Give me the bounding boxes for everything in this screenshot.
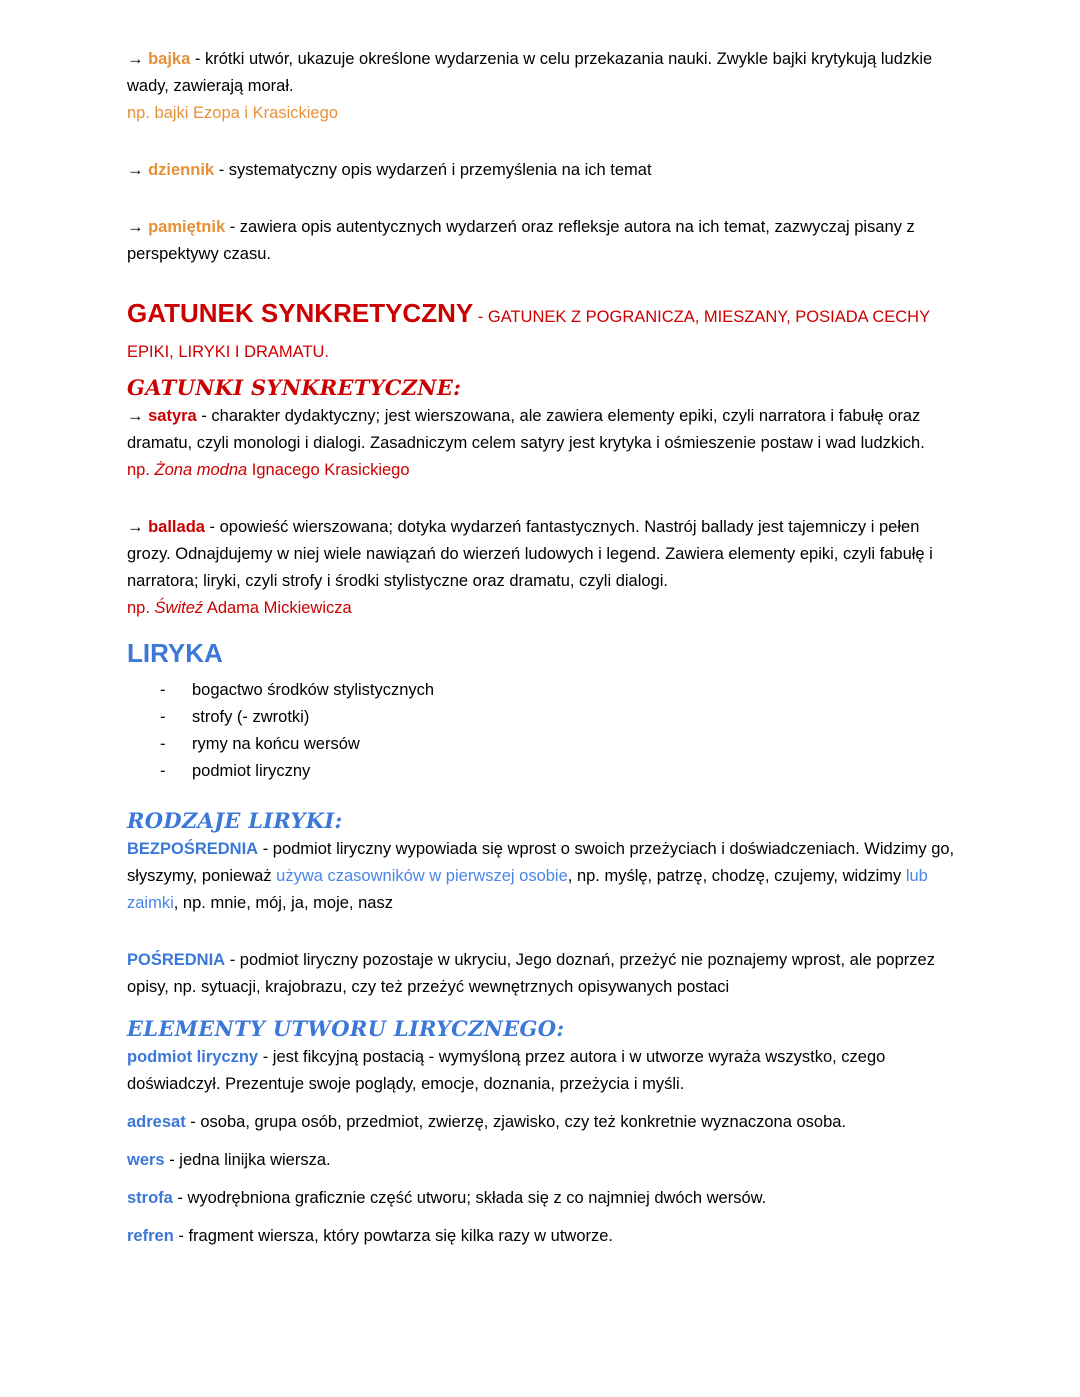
definition-dziennik: - systematyczny opis wydarzeń i przemyślenia na ich temat: [218, 161, 652, 179]
feature-text: podmiot liryczny: [192, 762, 311, 780]
example-ballada: [127, 595, 958, 622]
paragraph-pamietnik: [127, 214, 958, 268]
list-item: [127, 758, 958, 785]
definition-wers: - jedna linijka wiersza.: [169, 1151, 331, 1169]
paragraph-podmiot-liryczny: [127, 1044, 958, 1098]
subsection-rodzaje-liryki: [127, 807, 958, 1001]
list-item: [127, 731, 958, 758]
paragraph-adresat: [127, 1109, 958, 1136]
heading-gatunek-synkretyczny: [127, 298, 958, 368]
definition-ballada: - opowieść wierszowana; dotyka wydarzeń fantastycznych. Nastrój ballady jest tajemniczy i pełen grozy. Odnajdujemy w niej wiele nawiązań do wierzeń ludowych i legend. Zawiera elementy epiki, czyli fabułę i narratora; liryki, czyli strofy i środki stylistyczne oraz dramatu, czyli dialogi.: [127, 518, 933, 590]
feature-text: rymy na końcu wersów: [192, 735, 360, 753]
paragraph-satyra: [127, 403, 958, 484]
example-work-title: Żona modna: [154, 461, 248, 479]
definition-posrednia: - podmiot liryczny pozostaje w ukryciu, Jego doznań, przeżyć nie poznajemy wprost, ale poprzez opisy, np. sytuacji, krajobrazu, czy też przeżyć wewnętrznych opisywanych postaci: [127, 951, 935, 996]
paragraph-dziennik: [127, 157, 958, 184]
term-ballada: ballada: [148, 518, 205, 536]
example-prefix: np.: [127, 599, 155, 617]
section-epika-genres: [127, 46, 958, 268]
section-gatunek-synkretyczny: [127, 298, 958, 622]
arrow-glyph: →: [127, 161, 149, 179]
subheading-elementy-utworu: ELEMENTY UTWORU LIRYCZNEGO:: [127, 1016, 565, 1041]
definition-part: - podmiot liryczny wypowiada się wprost o swoich przeżyciach i doświadczeniach. Widzimy go, słyszymy, ponieważ: [127, 840, 955, 885]
definition-satyra: - charakter dydaktyczny; jest wierszowana, ale zawiera elementy epiki, czyli narratora i fabułę oraz dramatu, czyli monologi i dialogi. Zasadniczym celem satyry jest krytyka i ośmieszenie postaw i wad ludzkich.: [127, 407, 925, 452]
section-liryka: [127, 638, 958, 1250]
subsection-elementy-utworu: [127, 1015, 958, 1250]
term-satyra: satyra: [148, 407, 197, 425]
dash-bullet: -: [160, 735, 166, 753]
term-dziennik: dziennik: [148, 161, 215, 179]
heading-subtitle: - GATUNEK Z POGRANICZA, MIESZANY, POSIADA CECHY EPIKI, LIRYKI I DRAMATU.: [127, 308, 930, 361]
heading-liryka: LIRYKA: [127, 638, 223, 668]
example-work-title: Świteź: [154, 599, 204, 617]
definition-pamietnik: - zawiera opis autentycznych wydarzeń oraz refleksje autora na ich temat, zazwyczaj pisany z perspektywy czasu.: [127, 218, 915, 263]
definition-part: , np. myślę, patrzę, chodzę, czujemy, widzimy: [567, 867, 906, 885]
definition-podmiot-liryczny: - jest fikcyjną postacią - wymyśloną przez autora i w utworze wyraża wszystko, czego doświadczył. Prezentuje swoje poglądy, emocje, doznania, przeżycia i myśli.: [127, 1048, 886, 1093]
highlighted-phrase: używa czasowników w pierwszej osobie: [276, 867, 568, 885]
example-bajka: np. bajki Ezopa i Krasickiego: [127, 104, 338, 122]
term-adresat: adresat: [127, 1113, 186, 1131]
arrow-glyph: →: [127, 218, 149, 236]
arrow-glyph: →: [127, 407, 149, 425]
list-item: [127, 704, 958, 731]
term-strofa: strofa: [127, 1189, 173, 1207]
feature-text: bogactwo środków stylistycznych: [192, 681, 435, 699]
definition-refren: - fragment wiersza, który powtarza się kilka razy w utworze.: [178, 1227, 614, 1245]
term-bezposrednia: BEZPOŚREDNIA: [127, 840, 259, 858]
term-refren: refren: [127, 1227, 174, 1245]
subheading-rodzaje-liryki: RODZAJE LIRYKI:: [127, 808, 343, 833]
example-author: Ignacego Krasickiego: [247, 461, 410, 479]
paragraph-strofa: [127, 1185, 958, 1212]
term-wers: wers: [127, 1151, 165, 1169]
example-satyra: [127, 457, 958, 484]
heading-title: GATUNEK SYNKRETYCZNY: [127, 298, 474, 328]
definition-adresat: - osoba, grupa osób, przedmiot, zwierzę, zjawisko, czy też konkretnie wyznaczona osoba.: [190, 1113, 847, 1131]
arrow-glyph: →: [127, 518, 149, 536]
paragraph-wers: [127, 1147, 958, 1174]
paragraph-ballada: [127, 514, 958, 622]
dash-bullet: -: [160, 681, 166, 699]
arrow-glyph: →: [127, 50, 149, 68]
term-pamietnik: pamiętnik: [148, 218, 226, 236]
term-bajka: bajka: [148, 50, 191, 68]
term-posrednia: POŚREDNIA: [127, 951, 226, 969]
highlighted-phrase: lub zaimki: [127, 867, 928, 912]
list-item: [127, 677, 958, 704]
definition-part: , np. mnie, mój, ja, moje, nasz: [173, 894, 393, 912]
liryka-feature-list: [127, 677, 958, 785]
example-author: Adama Mickiewicza: [203, 599, 352, 617]
definition-bajka: - krótki utwór, ukazuje określone wydarzenia w celu przekazania nauki. Zwykle bajki krytykują ludzkie wady, zawierają morał.: [127, 50, 933, 95]
definition-strofa: - wyodrębniona graficznie część utworu; składa się z co najmniej dwóch wersów.: [177, 1189, 767, 1207]
dash-bullet: -: [160, 708, 166, 726]
dash-bullet: -: [160, 762, 166, 780]
example-prefix: np.: [127, 461, 155, 479]
paragraph-refren: [127, 1223, 958, 1250]
paragraph-posrednia: [127, 947, 958, 1001]
subheading-gatunki-synkretyczne: GATUNKI SYNKRETYCZNE:: [127, 375, 462, 400]
term-podmiot-liryczny: podmiot liryczny: [127, 1048, 259, 1066]
paragraph-bajka: [127, 46, 958, 127]
feature-text: strofy (- zwrotki): [192, 708, 310, 726]
paragraph-bezposrednia: [127, 836, 958, 917]
